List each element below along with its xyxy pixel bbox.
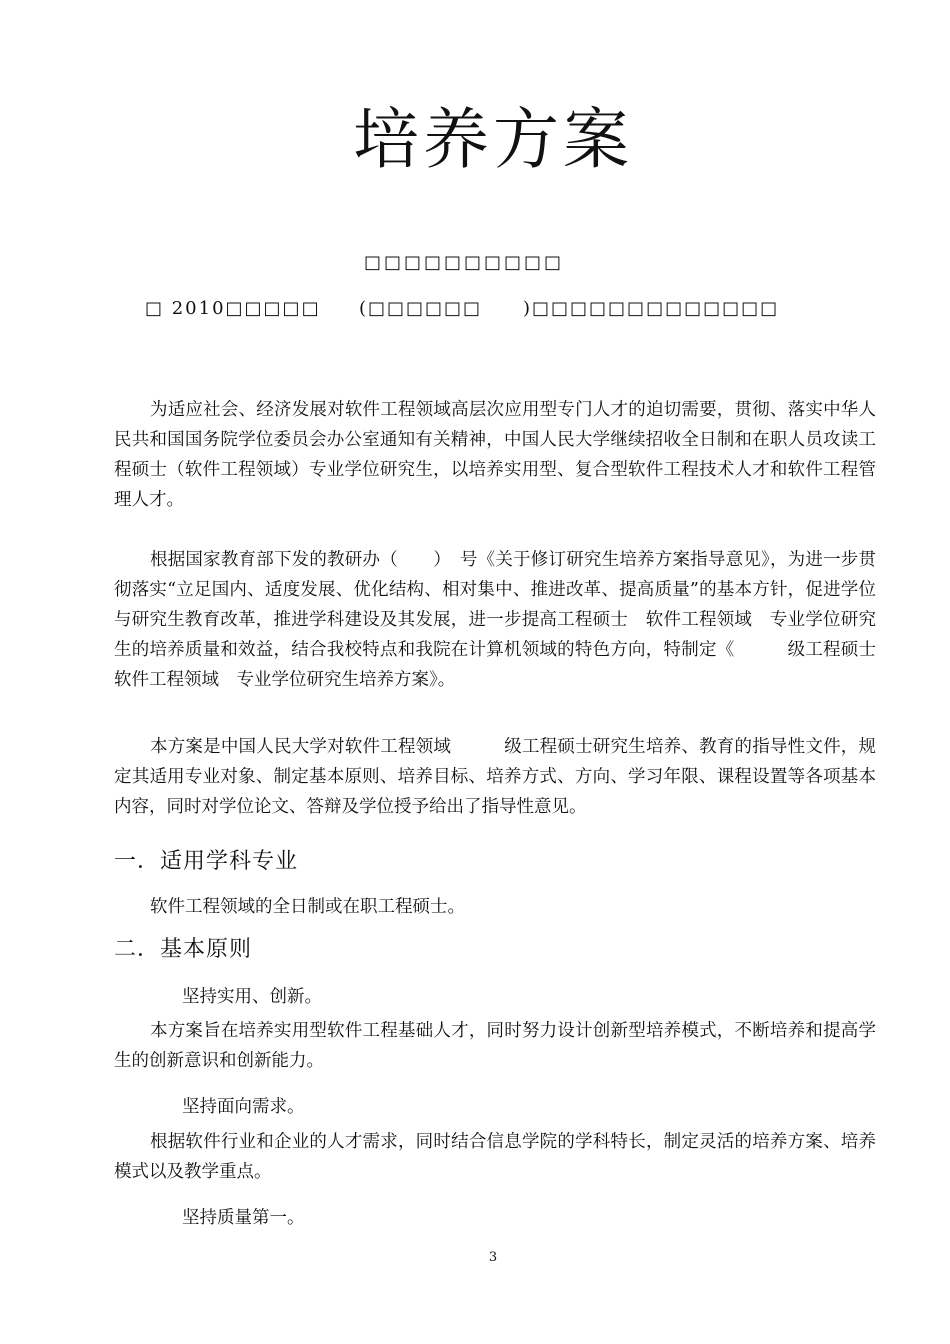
principle-1-title: 坚持实用、创新。 bbox=[182, 987, 322, 1007]
principle-3-title: 坚持质量第一。 bbox=[182, 1208, 305, 1228]
paragraph-intro: 为适应社会、经济发展对软件工程领域高层次应用型专门人才的迫切需要，贯彻、落实中华人民共和国国务院学位委员会办公室通知有关精神，中国人民大学继续招收全日制和在职人员攻读工程硕士（软件工程领域）专业学位研究生，以培养实用型、复合型软件工程技术人才和软件工程管理人才。 bbox=[114, 400, 876, 510]
paragraph-scope: 本方案是中国人民大学对软件工程领域 级工程硕士研究生培养、教育的指导性文件，规定其适用专业对象、制定基本原则、培养目标、培养方式、方向、学习年限、课程设置等各项基本内容，同时对学位论文、答辩及学位授予给出了指导性意见。 bbox=[114, 737, 876, 817]
principle-2-text: 根据软件行业和企业的人才需求，同时结合信息学院的学科特长，制定灵活的培养方案、培养模式以及教学重点。 bbox=[114, 1132, 876, 1182]
page-number: 3 bbox=[488, 1250, 498, 1265]
principle-2-title: 坚持面向需求。 bbox=[182, 1097, 305, 1117]
paragraph-basis: 根据国家教育部下发的教研办（ ） 号《关于修订研究生培养方案指导意见》，为进一步贯彻落实“立足国内、适度发展、优化结构、相对集中、推进改革、提高质量”的基本方针，促进学位与研究生教育改革，推进学科建设及其发展，进一步提高工程硕士 软件工程领域 专业学位研究生的培养质量和效益，结合我校特点和我院在计算机领域的特色方向，特制定《 级工程硕士 软件工程领域 专业学位研究生培养方案》。 bbox=[114, 550, 894, 690]
page-title: 培养方案 bbox=[353, 101, 633, 178]
section-heading-basic-principles: 二．基本原则 bbox=[114, 937, 253, 962]
subtitle-line-2-part-1: □ 2010□□□□□ bbox=[145, 298, 321, 319]
subtitle-line-2-part-3: )□□□□□□□□□□□□□ bbox=[523, 298, 780, 319]
principle-1-text: 本方案旨在培养实用型软件工程基础人才，同时努力设计创新型培养模式，不断培养和提高学生的创新意识和创新能力。 bbox=[114, 1021, 876, 1071]
section-heading-applicable-majors: 一．适用学科专业 bbox=[114, 849, 299, 874]
subtitle-line-2-part-2: (□□□□□□ bbox=[359, 298, 483, 319]
subtitle-line-1: □□□□□□□□□□ bbox=[364, 252, 565, 273]
section-1-text: 软件工程领域的全日制或在职工程硕士。 bbox=[150, 897, 465, 917]
